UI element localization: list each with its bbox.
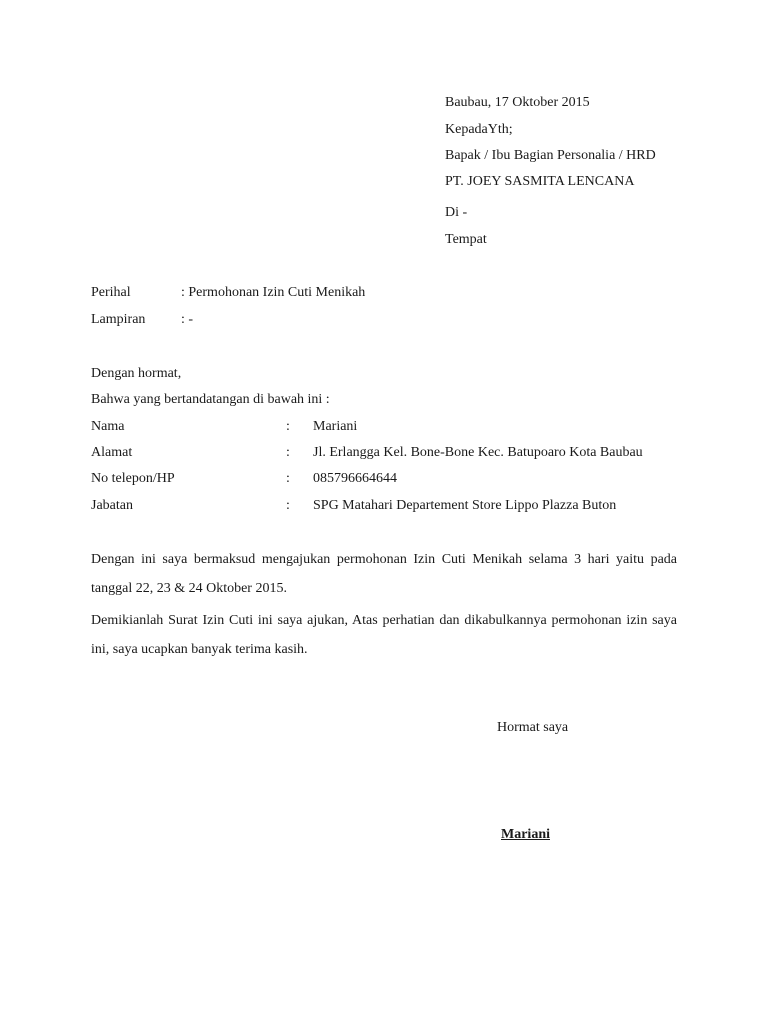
recipient-company: PT. JOEY SASMITA LENCANA: [445, 174, 635, 189]
nama-value: Mariani: [313, 419, 358, 434]
body-paragraph-1: Dengan ini saya bermaksud mengajukan permohonan Izin Cuti Menikah selama 3 hari yaitu pada tanggal 22, 23 & 24 Oktober 2015.: [91, 552, 677, 596]
jabatan-value: SPG Matahari Departement Store Lippo Plazza Buton: [313, 498, 617, 513]
lampiran-value: : -: [181, 312, 194, 327]
alamat-label: Alamat: [91, 445, 133, 460]
perihal-label: Perihal: [91, 285, 131, 300]
closing-salutation: Hormat saya: [497, 720, 569, 735]
recipient-addressee: Bapak / Ibu Bagian Personalia / HRD: [445, 148, 656, 163]
body-paragraph-2: Demikianlah Surat Izin Cuti ini saya ajukan, Atas perhatian dan dikabulkannya permohonan izin saya ini, saya ucapkan banyak terima kasih.: [91, 613, 677, 657]
alamat-value: Jl. Erlangga Kel. Bone-Bone Kec. Batupoaro Kota Baubau: [313, 445, 643, 460]
signer-name: Mariani: [501, 827, 550, 842]
recipient-place: Tempat: [445, 232, 487, 247]
recipient-salutation: KepadaYth;: [445, 122, 513, 137]
nama-colon: :: [286, 419, 290, 434]
recipient-di: Di -: [445, 205, 468, 220]
nama-label: Nama: [91, 419, 125, 434]
perihal-value: : Permohonan Izin Cuti Menikah: [181, 285, 366, 300]
greeting: Dengan hormat,: [91, 366, 182, 381]
telepon-value: 085796664644: [313, 471, 397, 486]
intro-text: Bahwa yang bertandatangan di bawah ini :: [91, 392, 330, 407]
telepon-colon: :: [286, 471, 290, 486]
telepon-label: No telepon/HP: [91, 471, 175, 486]
jabatan-label: Jabatan: [91, 498, 133, 513]
place-date: Baubau, 17 Oktober 2015: [445, 95, 590, 110]
alamat-colon: :: [286, 445, 290, 460]
jabatan-colon: :: [286, 498, 290, 513]
lampiran-label: Lampiran: [91, 312, 146, 327]
